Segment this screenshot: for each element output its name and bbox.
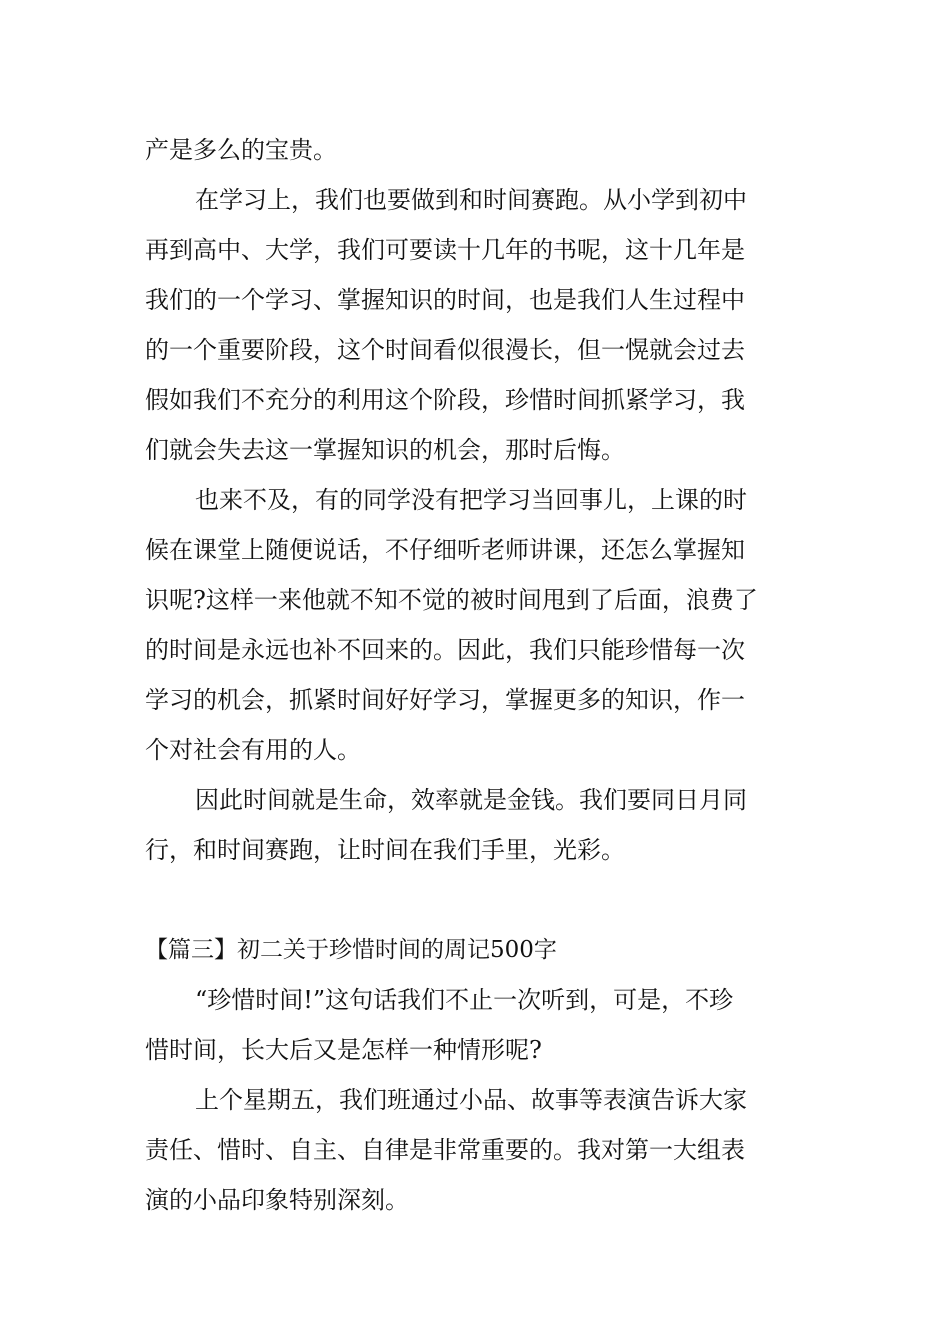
paragraph-first-line: 也来不及，有的同学没有把学习当回事儿，上课的时 (195, 486, 747, 514)
paragraph-first-line: 因此时间就是生命，效率就是金钱。我们要同日月同 (195, 786, 747, 814)
text-line: 惜时间，长大后又是怎样一种情形呢? (145, 1036, 542, 1064)
text-line: 产是多么的宝贵。 (145, 136, 337, 164)
section-heading: 【篇三】初二关于珍惜时间的周记500字 (145, 937, 557, 963)
paragraph-first-line: 上个星期五，我们班通过小品、故事等表演告诉大家 (195, 1086, 747, 1114)
paragraph-first-line: “珍惜时间!”这句话我们不止一次听到，可是，不珍 (195, 986, 734, 1014)
text-line: 行，和时间赛跑，让时间在我们手里，光彩。 (145, 836, 625, 864)
text-line: 再到高中、大学，我们可要读十几年的书呢，这十几年是 (145, 236, 745, 264)
text-line: 我们的一个学习、掌握知识的时间，也是我们人生过程中 (145, 286, 745, 314)
text-line: 的一个重要阶段，这个时间看似很漫长，但一愰就会过去 (145, 336, 745, 364)
text-line: 假如我们不充分的利用这个阶段，珍惜时间抓紧学习，我 (145, 386, 745, 414)
text-line: 责任、惜时、自主、自律是非常重要的。我对第一大组表 (145, 1136, 745, 1164)
text-line: 学习的机会，抓紧时间好好学习，掌握更多的知识，作一 (145, 686, 745, 714)
text-line: 们就会失去这一掌握知识的机会，那时后悔。 (145, 436, 625, 464)
text-line: 演的小品印象特别深刻。 (145, 1186, 409, 1214)
text-line: 候在课堂上随便说话，不仔细听老师讲课，还怎么掌握知 (145, 536, 745, 564)
text-line: 的时间是永远也补不回来的。因此，我们只能珍惜每一次 (145, 636, 745, 664)
paragraph-first-line: 在学习上，我们也要做到和时间赛跑。从小学到初中 (195, 186, 747, 214)
text-line: 识呢?这样一来他就不知不觉的被时间甩到了后面，浪费了 (145, 586, 758, 614)
text-line: 个对社会有用的人。 (145, 736, 361, 764)
